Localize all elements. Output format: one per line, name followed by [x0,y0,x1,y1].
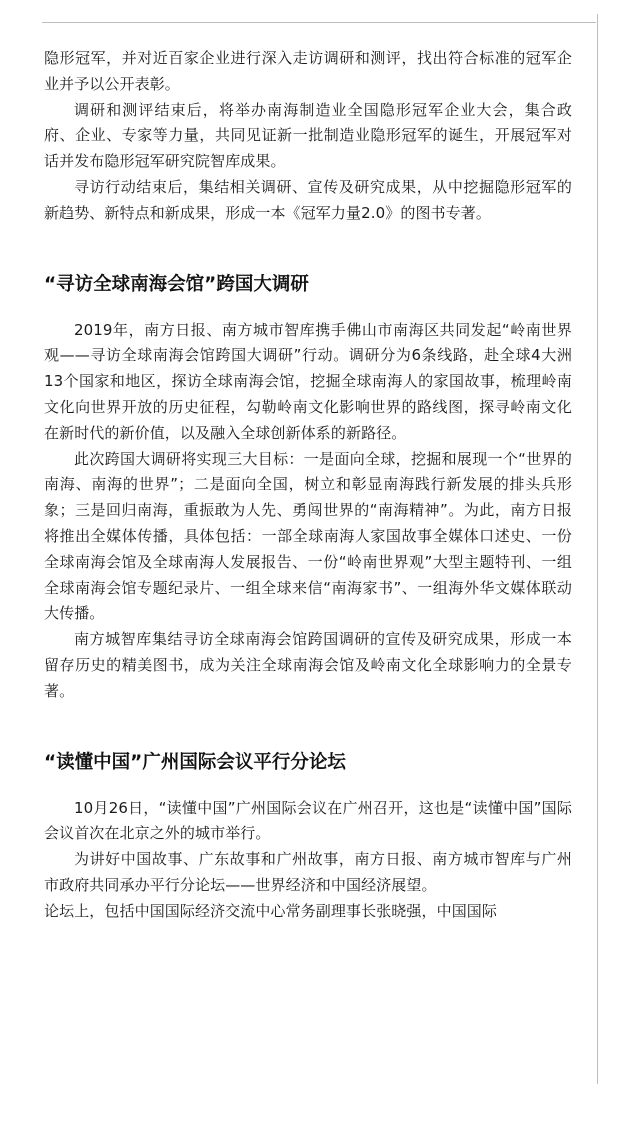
paragraph: 隐形冠军，并对近百家企业进行深入走访调研和测评，找出符合标准的冠军企业并予以公开表彰。 [44,49,572,93]
section-title: “寻访全球南海会馆”跨国大调研 [44,273,309,295]
right-margin-divider [597,14,598,1084]
section-title: “读懂中国”广州国际会议平行分论坛 [44,751,346,773]
paragraph: 寻访行动结束后，集结相关调研、宣传及研究成果，从中挖掘隐形冠军的新趋势、新特点和新成果，形成一本《冠军力量2.0》的图书专著。 [44,177,572,222]
article-body [44,46,572,925]
paragraph: 论坛上，包括中国国际经济交流中心常务副理事长张晓强，中国国际 [44,901,498,920]
paragraph: 南方城智库集结寻访全球南海会馆跨国调研的宣传及研究成果，形成一本留存历史的精美图书，成为关注全球南海会馆及岭南文化全球影响力的全景专著。 [44,630,572,700]
intro-block [44,46,572,227]
paragraph: 2019年，南方日报、南方城市智库携手佛山市南海区共同发起“岭南世界观——寻访全球南海会馆跨国大调研”行动。调研分为6条线路，赴全球4大洲13个国家和地区，探访全球南海会馆，挖掘全球南海人的家国故事，梳理岭南文化向世界开放的历史征程，勾勒岭南文化影响世界的路线图，探寻岭南文化在新时代的新价值，以及融入全球创新体系的新路径。 [44,320,572,442]
paragraph: 为讲好中国故事、广东故事和广州故事，南方日报、南方城市智库与广州市政府共同承办平行分论坛——世界经济和中国经济展望。 [44,850,572,894]
paragraph: 10月26日，“读懂中国”广州国际会议在广州召开，这也是“读懂中国”国际会议首次在北京之外的城市举行。 [44,798,572,843]
section-overseas-survey [44,273,572,705]
top-divider [42,22,596,23]
paragraph: 调研和测评结束后，将举办南海制造业全国隐形冠军企业大会，集合政府、企业、专家等力量，共同见证新一批制造业隐形冠军的诞生，开展冠军对话并发布隐形冠军研究院智库成果。 [44,100,572,171]
section-understanding-china-forum [44,751,572,925]
paragraph: 此次跨国大调研将实现三大目标：一是面向全球，挖掘和展现一个“世界的南海、南海的世界”；二是面向全国，树立和彰显南海践行新发展的排头兵形象；三是回归南海，重振敢为人先、勇闯世界的“南海精神”。为此，南方日报将推出全媒体传播，具体包括：一部全球南海人家国故事全媒体口述史、一份全球南海会馆及全球南海人发展报告、一份“岭南世界观”大型主题特刊、一组全球南海会馆专题纪录片、一组全球来信“南海家书”、一组海外华文媒体联动大传播。 [44,449,572,623]
